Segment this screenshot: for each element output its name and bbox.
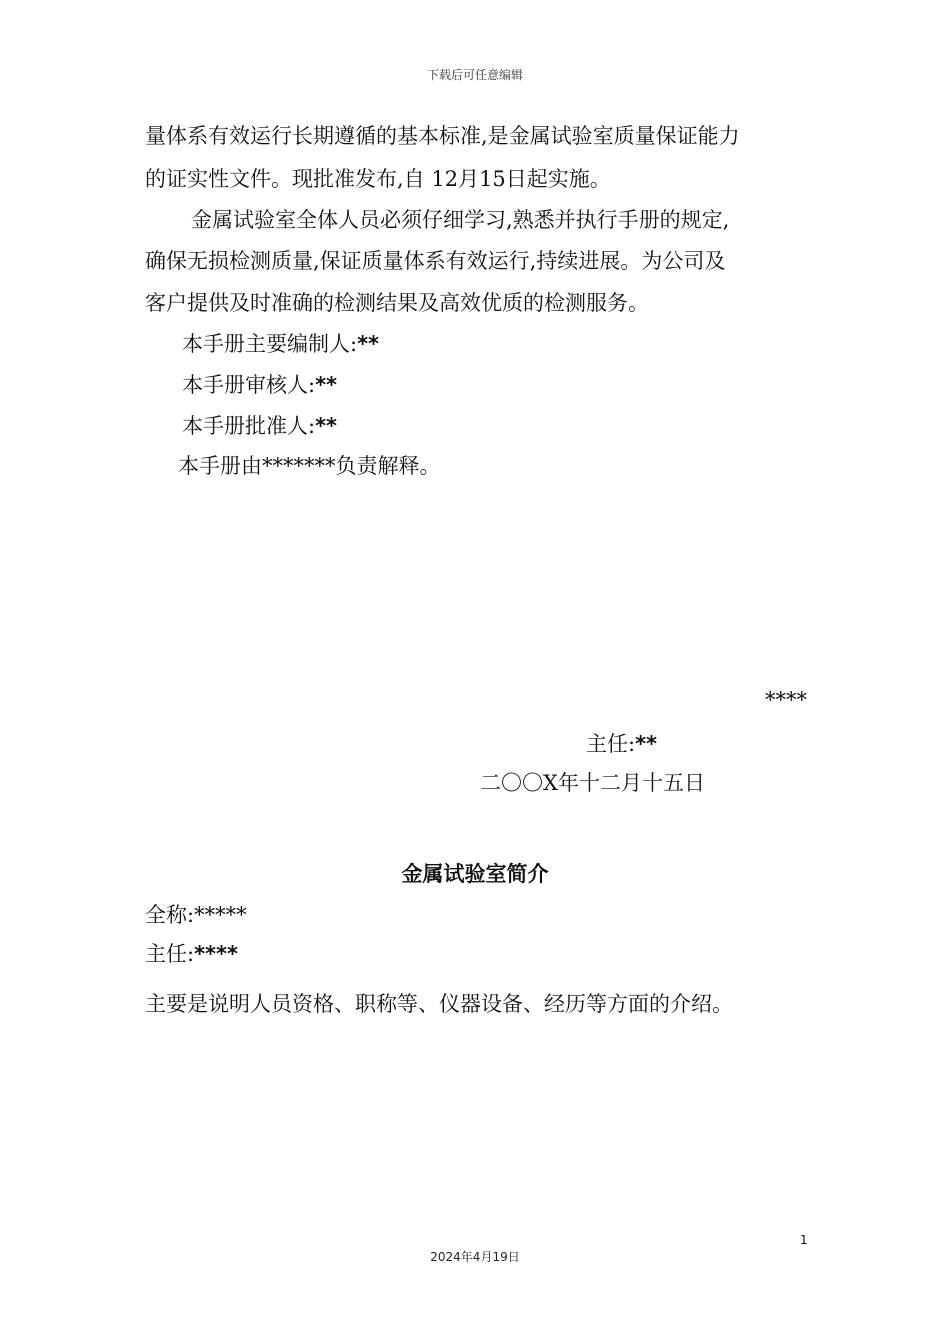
reviewer-value: **	[315, 373, 338, 397]
intro-description: 主要是说明人员资格、职称等、仪器设备、经历等方面的介绍。	[145, 992, 733, 1016]
approver-line	[182, 410, 337, 440]
intro-director-value: ****	[194, 942, 239, 966]
paragraph-line: 量体系有效运行长期遵循的基本标准,是金属试验室质量保证能力	[145, 124, 740, 148]
approver-value: **	[315, 414, 338, 438]
intro-director-line	[145, 938, 238, 968]
reviewer-line	[182, 369, 337, 399]
signature-date: 二〇〇X年十二月十五日	[480, 771, 705, 795]
signature-org: ****	[765, 688, 807, 712]
page-number: 1	[800, 1233, 808, 1247]
paragraph-line: 客户提供及时准确的检测结果及高效优质的检测服务。	[145, 291, 649, 315]
page-header: 下载后可任意编辑	[426, 68, 523, 82]
fullname-line	[145, 899, 247, 929]
intro-director-label: 主任:	[145, 942, 195, 966]
interpretation-line: 本手册由*******负责解释。	[178, 454, 441, 478]
fullname-label: 全称:	[145, 903, 195, 927]
approver-label: 本手册批准人:	[182, 414, 316, 438]
paragraph-line: 的证实性文件。现批准发布,自 12月15日起实施。	[145, 167, 611, 191]
section-title: 金属试验室简介	[401, 862, 549, 886]
signature-director-label: 主任:	[586, 732, 636, 756]
signature-director-value: **	[635, 732, 658, 756]
footer-date: 2024年4月19日	[430, 1250, 520, 1264]
signature-director	[586, 728, 657, 758]
paragraph-line: 金属试验室全体人员必须仔细学习,熟悉并执行手册的规定,	[191, 208, 730, 232]
editor-label: 本手册主要编制人:	[182, 332, 358, 356]
editor-value: **	[357, 332, 380, 356]
paragraph-line: 确保无损检测质量,保证质量体系有效运行,持续进展。为公司及	[145, 249, 726, 273]
editor-line	[182, 328, 379, 358]
reviewer-label: 本手册审核人:	[182, 373, 316, 397]
fullname-value: *****	[194, 903, 247, 927]
